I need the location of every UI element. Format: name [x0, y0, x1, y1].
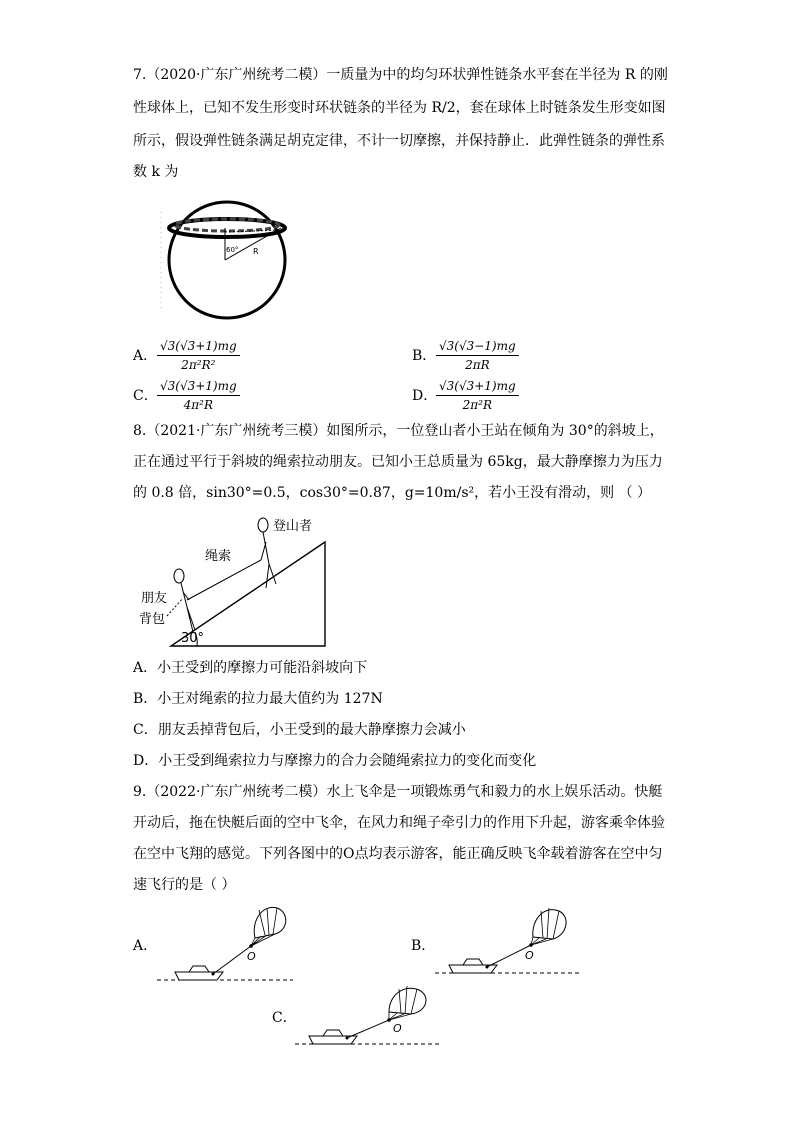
q9-text-line-2: 开动后，拖在快艇后面的空中飞伞，在风力和绳子牵引力的作用下升起，游客乘伞体验: [133, 815, 665, 831]
backpack-pointer: [167, 598, 183, 616]
q7-text-line-4: 数 k 为: [133, 164, 179, 180]
q8-option-a[interactable]: A．小王受到的摩擦力可能沿斜坡向下: [133, 660, 368, 676]
angle-label: 60°: [226, 246, 239, 254]
q7-option-b[interactable]: [412, 338, 519, 373]
option-fraction: [436, 378, 519, 413]
q9-option-c-label[interactable]: C．: [272, 1010, 297, 1026]
point-label: O: [525, 949, 534, 962]
q8-text-line-3: 的 0.8 倍，sin30°=0.5，cos30°=0.87，g=10m/s²，若小王没有滑动，则 （ ）: [133, 485, 652, 501]
q8-text-line-1: 8.（2021·广东广州统考三模）如图所示，一位登山者小王站在倾角为 30°的斜坡上，: [133, 423, 664, 439]
q7-text-line-1: 7.（2020·广东广州统考二模）一质量为中的均匀环状弹性链条水平套在半径为 R 的刚: [133, 67, 668, 83]
angle-label: 30°: [181, 631, 205, 646]
boat-cabin: [323, 1030, 343, 1036]
fraction-numerator: √3(√3−1)mg: [436, 338, 519, 356]
q8-option-d[interactable]: D．小王受到绳索拉力与摩擦力的合力会随绳索拉力的变化而变化: [133, 753, 537, 769]
option-label: A．: [133, 347, 158, 364]
q7-text-line-3: 所示，假设弹性链条满足胡克定律，不计一切摩擦，并保持静止．此弹性链条的弹性系: [133, 133, 665, 149]
climber-label: 登山者: [273, 519, 313, 534]
fraction-denominator: 2π²R: [462, 398, 493, 412]
option-fraction: [436, 338, 519, 373]
q7-option-d[interactable]: [412, 378, 519, 413]
option-label: C．: [133, 387, 158, 404]
option-label: D．: [412, 387, 438, 404]
radius-label: R: [253, 247, 259, 256]
backpack-label: 背包: [139, 612, 166, 627]
rope-line: [187, 560, 261, 600]
q7-sphere-figure: [155, 192, 295, 322]
friend-body: [181, 583, 195, 632]
boat-cabin: [463, 959, 483, 965]
climber-head: [258, 518, 268, 532]
tow-rope: [347, 1020, 389, 1038]
q8-option-c[interactable]: C．朋友丢掉背包后，小王受到的最大静摩擦力会减小: [133, 722, 466, 738]
parachute-canopy: [254, 907, 286, 938]
q7-option-c[interactable]: [133, 378, 240, 413]
fraction-denominator: 2π²R²: [181, 358, 216, 372]
q7-option-a[interactable]: [133, 338, 240, 373]
parachute-canopy: [533, 910, 566, 939]
q9-text-line-3: 在空中飞翔的感觉。下列各图中的O点均表示游客，能正确反映飞伞载着游客在空中匀: [133, 846, 663, 862]
fraction-numerator: √3(√3+1)mg: [436, 378, 519, 396]
q9-option-b-figure: [433, 905, 583, 985]
fraction-denominator: 2πR: [465, 358, 490, 372]
option-fraction: [157, 338, 240, 373]
rope-label: 绳索: [205, 549, 232, 564]
parachute-canopy: [389, 988, 426, 1014]
fraction-numerator: √3(√3+1)mg: [157, 338, 240, 356]
fraction-denominator: 4π²R: [183, 398, 214, 412]
tow-rope: [213, 946, 251, 974]
q9-text-line-4: 速飞行的是（ ）: [133, 877, 236, 893]
point-label: O: [393, 1022, 402, 1035]
friend-head: [174, 569, 184, 583]
friend-label: 朋友: [141, 591, 168, 606]
option-label: B．: [412, 347, 437, 364]
boat-hull: [449, 965, 497, 973]
option-fraction: [157, 378, 240, 413]
point-label: O: [247, 950, 256, 963]
q9-option-a-label[interactable]: A．: [133, 938, 158, 954]
q9-option-b-label[interactable]: B．: [411, 938, 436, 954]
q7-text-line-2: 性球体上，已知不发生形变时环状链条的半径为 R/2，套在球体上时链条发生形变如图: [133, 100, 666, 116]
boat-cabin: [189, 966, 209, 972]
boat-hull: [175, 972, 223, 980]
q9-option-a-figure: [155, 900, 295, 988]
q8-text-line-2: 正在通过平行于斜坡的绳索拉动朋友。已知小王总质量为 65kg，最大静摩擦力为压力: [133, 454, 663, 470]
q9-text-line-1: 9.（2022·广东广州统考二模）水上飞伞是一项锻炼勇气和毅力的水上娱乐活动。快艇: [133, 784, 663, 800]
q8-option-b[interactable]: B．小王对绳索的拉力最大值约为 127N: [133, 691, 383, 707]
q9-option-c-figure: [293, 982, 443, 1052]
q8-slope-figure: [135, 512, 335, 652]
fraction-numerator: √3(√3+1)mg: [157, 378, 240, 396]
